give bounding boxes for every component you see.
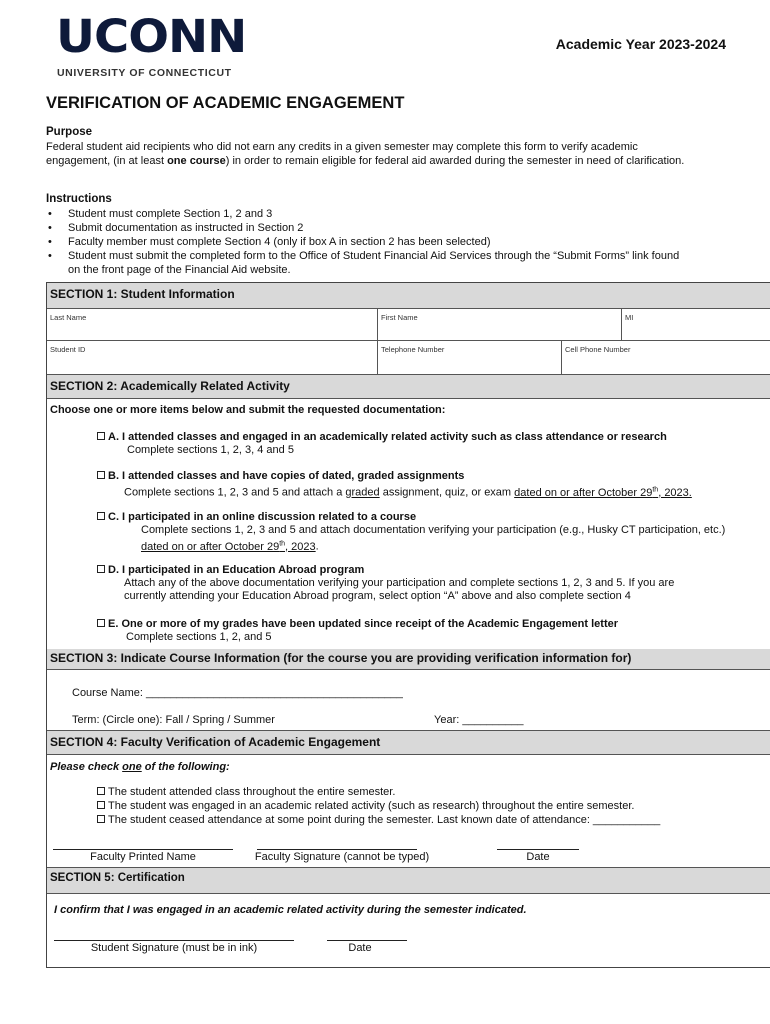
section2-heading: SECTION 2: Academically Related Activity <box>47 375 770 399</box>
section1-heading: SECTION 1: Student Information <box>47 283 770 309</box>
student-date-line[interactable] <box>327 940 407 941</box>
term-field[interactable]: Term: (Circle one): Fall / Spring / Summer <box>72 714 275 726</box>
section3-body <box>47 670 770 731</box>
faculty-signature-label: Faculty Signature (cannot be typed) <box>254 851 430 863</box>
section4-intro: Please check one of the following: <box>50 761 230 773</box>
checkbox-d[interactable] <box>97 565 105 573</box>
list-item: • Student must complete Section 1, 2 and 3 <box>46 207 686 221</box>
purpose-text: Federal student aid recipients who did not earn any credits in a given semester may complete this form to verify academic engagement, (in at least one course) in order to remain eligible for federal aid awarded during the semester in need of clarification. <box>46 141 685 167</box>
page-title: VERIFICATION OF ACADEMIC ENGAGEMENT <box>46 94 405 112</box>
faculty-printed-name-label: Faculty Printed Name <box>90 851 196 863</box>
certification-statement: I confirm that I was engaged in an academic related activity during the semester indicated. <box>54 904 527 916</box>
option-c[interactable]: C. I participated in an online discussion related to a course Complete sections 1, 2, 3 and 5 and attach documentation verifying your participation (e.g., Husky CT participation, etc.) dated on or after October 29th, 2023. <box>97 511 767 554</box>
section4-body <box>47 755 770 868</box>
student-id-field[interactable]: Student ID <box>50 345 86 354</box>
option-d[interactable]: D. I participated in an Education Abroad program Attach any of the above documentation verifying your participation and complete sections 1, 2, 3 and 5. If you are currently attending your Education Abroad program, select option “A” above and also complete section 4 <box>97 564 767 603</box>
first-name-field[interactable]: First Name <box>381 313 418 322</box>
instructions-list <box>46 207 686 277</box>
option-e[interactable]: E. One or more of my grades have been updated since receipt of the Academic Engagement letter Complete sections 1, 2, and 5 <box>97 618 767 644</box>
faculty-option[interactable]: The student was engaged in an academic related activity (such as research) throughout the entire semester. <box>97 800 634 813</box>
telephone-field[interactable]: Telephone Number <box>381 345 445 354</box>
faculty-option[interactable]: The student ceased attendance at some point during the semester. Last known date of attendance: ___________ <box>97 814 660 827</box>
faculty-option[interactable]: The student attended class throughout the entire semester. <box>97 786 395 799</box>
option-b[interactable]: B. I attended classes and have copies of dated, graded assignments Complete sections 1, 2, 3 and 5 and attach a graded assignment, quiz, or exam dated on or after October 29th, 2023. <box>97 470 757 500</box>
year-field[interactable]: Year: __________ <box>434 714 524 726</box>
checkbox-ceased[interactable] <box>97 815 105 823</box>
checkbox-a[interactable] <box>97 432 105 440</box>
instructions-heading: Instructions <box>46 193 112 205</box>
cell-phone-field[interactable]: Cell Phone Number <box>565 345 631 354</box>
mi-field[interactable]: MI <box>625 313 634 322</box>
list-item: • Submit documentation as instructed in Section 2 <box>46 221 686 235</box>
faculty-signature-line[interactable] <box>257 849 417 850</box>
checkbox-e[interactable] <box>97 619 105 627</box>
last-name-field[interactable]: Last Name <box>50 313 87 322</box>
list-item: • Faculty member must complete Section 4 (only if box A in section 2 has been selected) <box>46 235 686 249</box>
purpose-heading: Purpose <box>46 126 93 138</box>
section1-row2 <box>47 341 770 375</box>
section4-heading: SECTION 4: Faculty Verification of Academic Engagement <box>47 731 770 755</box>
student-date-label: Date <box>348 942 372 954</box>
checkbox-engaged[interactable] <box>97 801 105 809</box>
logo-subtitle: UNIVERSITY OF CONNECTICUT <box>57 67 232 79</box>
student-signature-label: Student Signature (must be in ink) <box>90 942 258 954</box>
section2-intro: Choose one or more items below and submit the requested documentation: <box>50 404 446 416</box>
faculty-printed-name-line[interactable] <box>53 849 233 850</box>
checkbox-b[interactable] <box>97 471 105 479</box>
checkbox-attended[interactable] <box>97 787 105 795</box>
faculty-date-label: Date <box>526 851 550 863</box>
section1-row1 <box>47 309 770 341</box>
section5-heading: SECTION 5: Certification <box>47 868 770 894</box>
section3-heading: SECTION 3: Indicate Course Information (for the course you are providing verification information for) <box>47 649 770 670</box>
form-box <box>46 282 770 968</box>
section2-body <box>47 399 770 656</box>
student-signature-line[interactable] <box>54 940 294 941</box>
course-name-field[interactable]: Course Name: __________________________________________ <box>72 687 403 699</box>
checkbox-c[interactable] <box>97 512 105 520</box>
section5-body <box>47 894 770 966</box>
academic-year: Academic Year 2023-2024 <box>555 36 726 52</box>
list-item: • Student must submit the completed form to the Office of Student Financial Aid Services through the “Submit Forms” link found on the front page of the Financial Aid website. <box>46 249 686 277</box>
faculty-date-line[interactable] <box>497 849 579 850</box>
uconn-logo: UCONN <box>56 10 247 64</box>
option-a[interactable]: A. I attended classes and engaged in an academically related activity such as class attendance or research Complete sections 1, 2, 3, 4 and 5 <box>97 431 757 457</box>
